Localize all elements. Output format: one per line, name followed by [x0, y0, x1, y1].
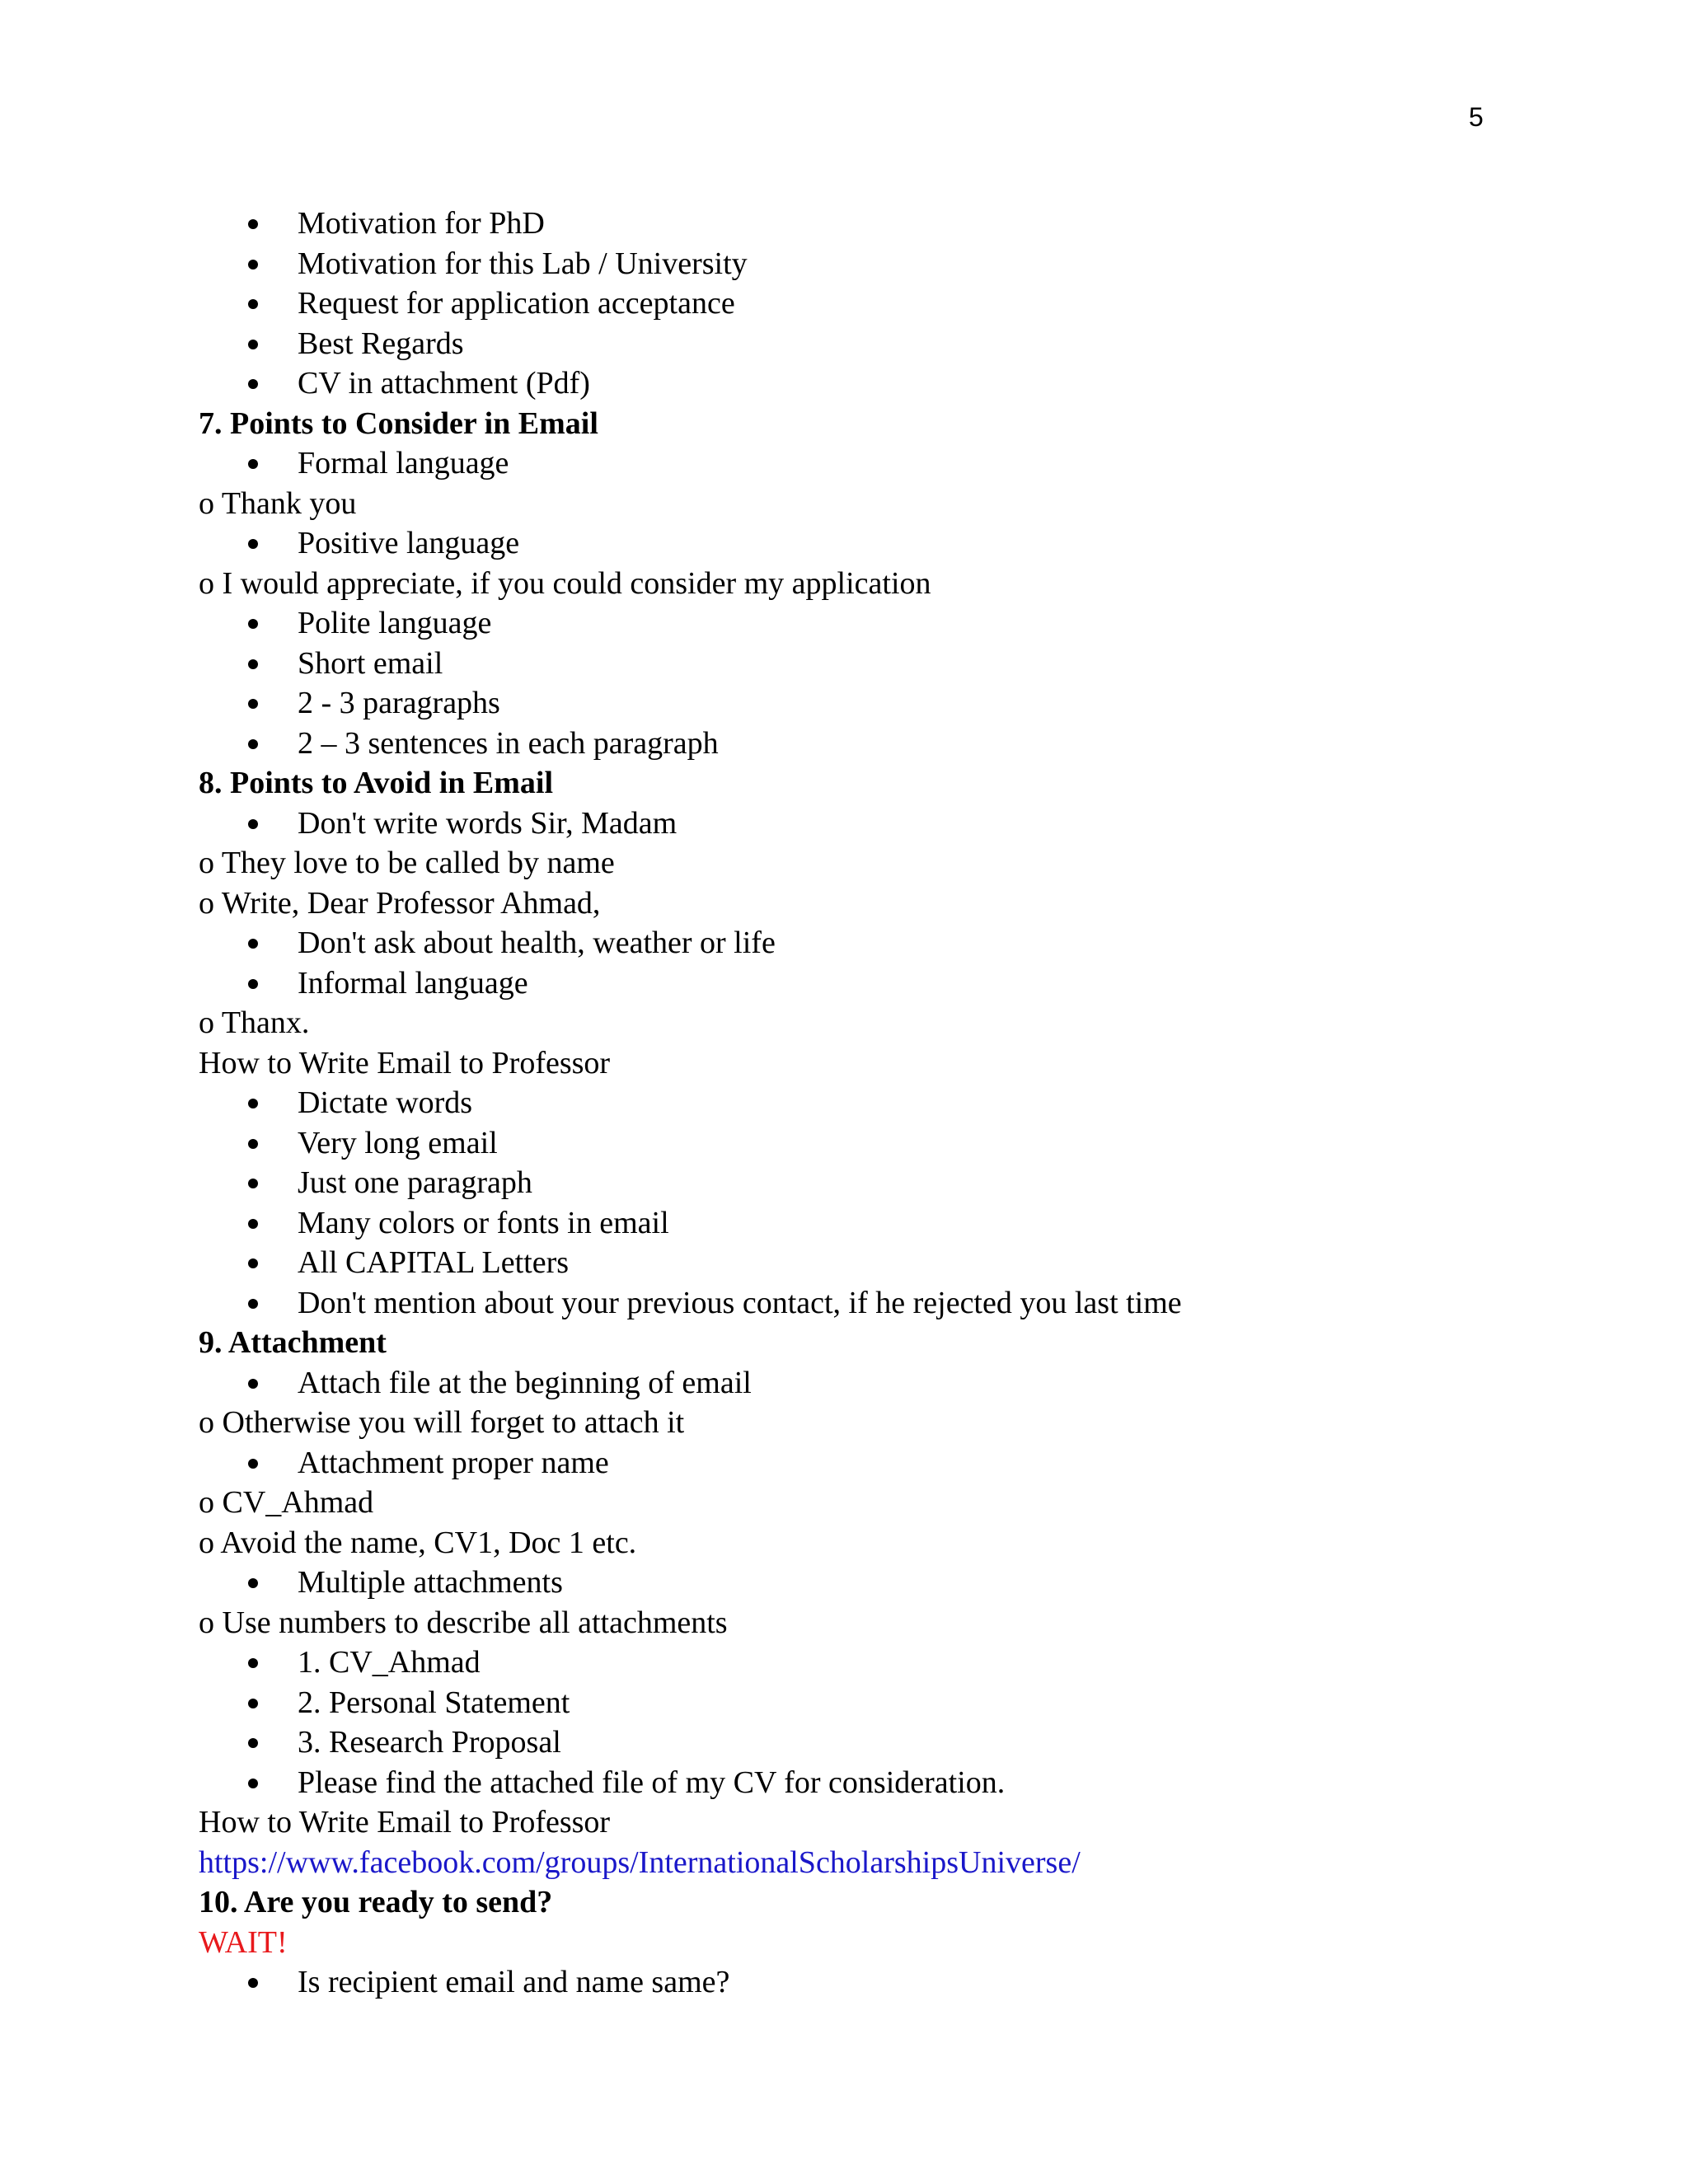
bullet-item: Dictate words	[199, 1083, 1600, 1123]
bullet-item: Motivation for this Lab / University	[199, 244, 1600, 284]
section-heading: 9. Attachment	[199, 1325, 387, 1360]
sub-item: o I would appreciate, if you could consider my application	[199, 565, 931, 601]
sub-item: o Avoid the name, CV1, Doc 1 etc.	[199, 1525, 637, 1560]
sub-item: o Thank you	[199, 485, 357, 521]
bullet-item: 2 - 3 paragraphs	[199, 683, 1600, 724]
bullet-item: CV in attachment (Pdf)	[199, 363, 1600, 404]
section-heading: 7. Points to Consider in Email	[199, 405, 598, 441]
bullet-item: Very long email	[199, 1123, 1600, 1164]
bullet-item: Don't mention about your previous contact, if he rejected you last time	[199, 1283, 1600, 1324]
section-heading: 8. Points to Avoid in Email	[199, 766, 554, 800]
bullet-item: 2. Personal Statement	[199, 1683, 1600, 1723]
facebook-group-link[interactable]: https://www.facebook.com/groups/InternationalScholarshipsUniverse/	[199, 1844, 1081, 1880]
bullet-item: Attach file at the beginning of email	[199, 1363, 1600, 1404]
bullet-item: Short email	[199, 644, 1600, 684]
bullet-item: Multiple attachments	[199, 1563, 1600, 1603]
bullet-item: Is recipient email and name same?	[199, 1962, 1600, 2003]
sub-item: o They love to be called by name	[199, 846, 615, 880]
bullet-item: Attachment proper name	[199, 1443, 1600, 1483]
bullet-item: Please find the attached file of my CV for consideration.	[199, 1763, 1600, 1803]
bullet-item: Request for application acceptance	[199, 284, 1600, 324]
sub-item: o Thanx.	[199, 1005, 310, 1040]
section-heading: 10. Are you ready to send?	[199, 1885, 553, 1919]
bullet-item: Don't ask about health, weather or life	[199, 923, 1600, 963]
bullet-item: 2 – 3 sentences in each paragraph	[199, 724, 1600, 764]
sub-item: o Use numbers to describe all attachments	[199, 1605, 728, 1640]
document-body	[199, 204, 1600, 2003]
plain-line: How to Write Email to Professor	[199, 1045, 611, 1080]
sub-item: o Write, Dear Professor Ahmad,	[199, 885, 601, 921]
bullet-item: 3. Research Proposal	[199, 1722, 1600, 1763]
bullet-item: Just one paragraph	[199, 1163, 1600, 1203]
bullet-item: Best Regards	[199, 324, 1600, 364]
bullet-item: Formal language	[199, 443, 1600, 484]
bullet-item: Don't write words Sir, Madam	[199, 804, 1600, 844]
bullet-item: Many colors or fonts in email	[199, 1203, 1600, 1244]
plain-line: How to Write Email to Professor	[199, 1805, 611, 1840]
bullet-item: Polite language	[199, 603, 1600, 644]
wait-warning: WAIT!	[199, 1924, 288, 1960]
bullet-item: 1. CV_Ahmad	[199, 1643, 1600, 1683]
bullet-item: All CAPITAL Letters	[199, 1243, 1600, 1283]
bullet-item: Positive language	[199, 523, 1600, 564]
sub-item: o Otherwise you will forget to attach it	[199, 1405, 685, 1440]
sub-item: o CV_Ahmad	[199, 1485, 374, 1520]
bullet-item: Informal language	[199, 963, 1600, 1004]
bullet-item: Motivation for PhD	[199, 204, 1600, 244]
page-number: 5	[1469, 102, 1484, 132]
